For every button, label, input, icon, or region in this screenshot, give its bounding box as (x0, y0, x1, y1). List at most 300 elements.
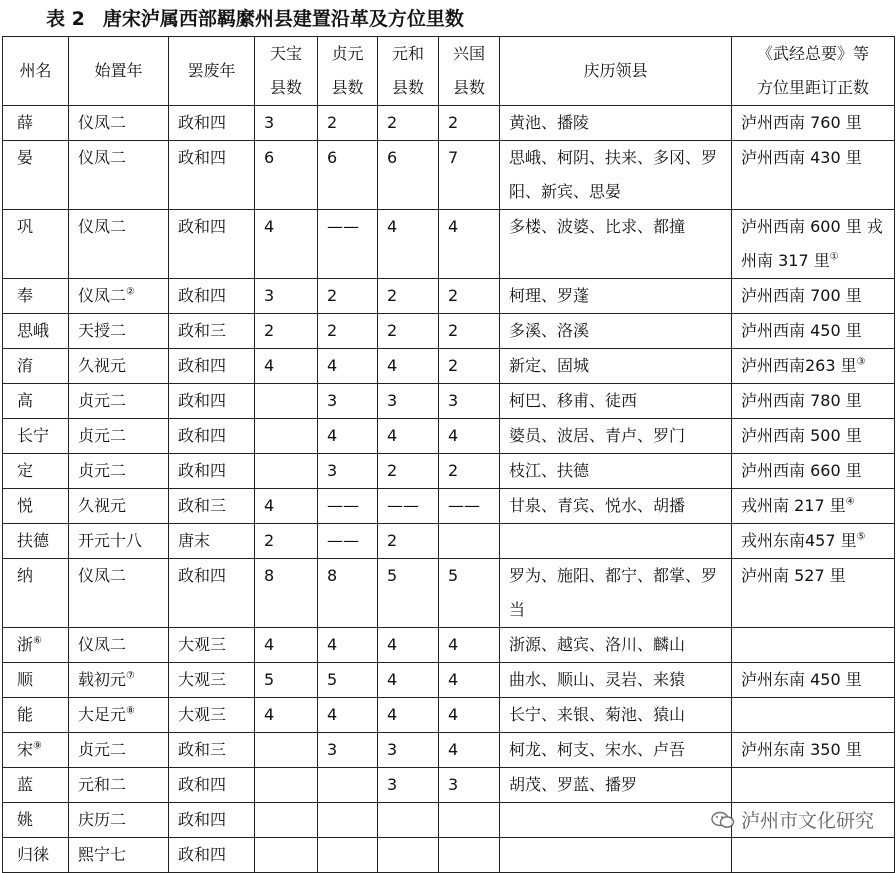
cell-text: 4 (448, 635, 459, 654)
cell-text: 多溪、洛溪 (509, 321, 590, 340)
cell-tianbao (255, 524, 318, 559)
cell-end-year (169, 349, 255, 384)
cell-zhou (3, 314, 69, 349)
cell-qingli-counties (500, 698, 732, 733)
cell-text: 4 (264, 496, 275, 515)
cell-text: 柯理、罗蓬 (509, 286, 590, 305)
cell-text: 4 (327, 426, 338, 445)
cell-tianbao (255, 663, 318, 698)
cell-distance (732, 106, 895, 141)
cell-yuanhe (378, 559, 439, 628)
cell-text: 政和四 (178, 810, 227, 829)
cell-text: 4 (387, 705, 398, 724)
cell-text: 巩 (17, 217, 34, 236)
cell-text: 多楼、波婆、比求、都撞 (509, 217, 686, 236)
cell-text: 泸州西南 600 里 戎州南 317 里 (741, 217, 883, 270)
cell-start-year (69, 559, 169, 628)
cell-start-year (69, 279, 169, 314)
cell-qingli-counties (500, 279, 732, 314)
table-row (3, 314, 895, 349)
cell-end-year (169, 698, 255, 733)
footnote-marker: ⑧ (126, 705, 135, 717)
cell-zhenyuan (318, 314, 378, 349)
table-body (3, 106, 895, 873)
cell-yuanhe (378, 106, 439, 141)
cell-text: 胡茂、罗蓝、播罗 (509, 775, 638, 794)
cell-xingguo (439, 454, 500, 489)
cell-text: 6 (327, 148, 338, 167)
table-row (3, 628, 895, 663)
table-row (3, 210, 895, 279)
cell-text: 4 (387, 635, 398, 654)
cell-end-year (169, 768, 255, 803)
cell-text: 政和四 (178, 566, 227, 585)
cell-start-year (69, 141, 169, 210)
cell-yuanhe (378, 803, 439, 838)
cell-end-year (169, 106, 255, 141)
cell-text: 4 (448, 705, 459, 724)
cell-start-year (69, 524, 169, 559)
cell-qingli-counties (500, 141, 732, 210)
cell-text: 3 (264, 286, 275, 305)
cell-text: 4 (387, 426, 398, 445)
cell-qingli-counties (500, 524, 732, 559)
cell-tianbao (255, 349, 318, 384)
cell-text: 大足元 (78, 705, 127, 724)
cell-text: 3 (327, 391, 338, 410)
cell-zhou (3, 210, 69, 279)
cell-tianbao (255, 210, 318, 279)
cell-qingli-counties (500, 489, 732, 524)
cell-text: 仪凤二 (78, 217, 127, 236)
cell-text: 3 (448, 391, 459, 410)
cell-text: 薛 (17, 113, 34, 132)
cell-start-year (69, 419, 169, 454)
footnote-marker: ⑥ (33, 635, 42, 647)
cell-end-year (169, 559, 255, 628)
cell-yuanhe (378, 141, 439, 210)
header-yuanhe-l2: 县数 (391, 78, 424, 97)
cell-start-year (69, 349, 169, 384)
cell-text: 政和四 (178, 286, 227, 305)
cell-start-year (69, 489, 169, 524)
cell-zhou (3, 489, 69, 524)
cell-zhenyuan (318, 454, 378, 489)
cell-text: 4 (387, 356, 398, 375)
cell-text: 4 (264, 705, 275, 724)
cell-text: 庆历二 (78, 810, 127, 829)
cell-zhou (3, 419, 69, 454)
cell-text: —— (327, 496, 359, 515)
header-qingli-counties: 庆历领县 (500, 37, 732, 106)
cell-text: 泸州东南 350 里 (741, 740, 862, 759)
cell-end-year (169, 838, 255, 873)
table-row (3, 733, 895, 768)
cell-text: 贞元二 (78, 740, 127, 759)
cell-zhenyuan (318, 663, 378, 698)
header-yuanhe-l1: 元和 (391, 44, 424, 63)
cell-start-year (69, 733, 169, 768)
cell-zhenyuan (318, 349, 378, 384)
cell-end-year (169, 454, 255, 489)
cell-text: 定 (17, 461, 34, 480)
table-row (3, 279, 895, 314)
cell-text: —— (327, 531, 359, 550)
cell-yuanhe (378, 349, 439, 384)
cell-end-year (169, 279, 255, 314)
cell-qingli-counties (500, 106, 732, 141)
header-xingguo-l2: 县数 (452, 78, 485, 97)
cell-zhenyuan (318, 524, 378, 559)
cell-text: —— (448, 496, 480, 515)
cell-zhou (3, 106, 69, 141)
cell-text: 4 (264, 356, 275, 375)
table-row (3, 768, 895, 803)
cell-distance (732, 559, 895, 628)
cell-tianbao (255, 314, 318, 349)
footnote-marker: ⑤ (856, 531, 866, 543)
cell-zhenyuan (318, 106, 378, 141)
cell-start-year (69, 384, 169, 419)
cell-start-year (69, 106, 169, 141)
table-row (3, 384, 895, 419)
cell-xingguo (439, 768, 500, 803)
cell-text: 黄池、播陵 (509, 113, 590, 132)
cell-tianbao (255, 384, 318, 419)
cell-xingguo (439, 106, 500, 141)
cell-text: 久视元 (78, 356, 127, 375)
header-yuanhe (378, 37, 439, 106)
cell-text: 政和三 (178, 496, 227, 515)
cell-yuanhe (378, 314, 439, 349)
cell-yuanhe (378, 384, 439, 419)
cell-tianbao (255, 698, 318, 733)
cell-start-year (69, 838, 169, 873)
cell-distance (732, 838, 895, 873)
cell-qingli-counties (500, 210, 732, 279)
cell-text: 贞元二 (78, 391, 127, 410)
cell-text: 长宁 (17, 426, 50, 445)
cell-text: 浙 (17, 635, 34, 654)
cell-text: 2 (448, 461, 459, 480)
header-distance (732, 37, 895, 106)
cell-distance (732, 419, 895, 454)
table-number: 表 2 (46, 8, 85, 30)
cell-end-year (169, 419, 255, 454)
cell-start-year (69, 768, 169, 803)
cell-yuanhe (378, 489, 439, 524)
cell-text: 2 (448, 356, 459, 375)
cell-yuanhe (378, 838, 439, 873)
cell-text: 载初元 (78, 670, 127, 689)
cell-zhenyuan (318, 838, 378, 873)
cell-zhou (3, 768, 69, 803)
cell-distance (732, 141, 895, 210)
cell-text: 8 (327, 566, 338, 585)
table-row (3, 106, 895, 141)
cell-text: 政和三 (178, 740, 227, 759)
footnote-marker: ② (126, 286, 135, 298)
table-title: 唐宋泸属西部羁縻州县建置沿革及方位里数 (102, 8, 464, 30)
cell-end-year (169, 733, 255, 768)
cell-text: 思峨、柯阴、扶来、多冈、罗阳、新宾、思晏 (509, 148, 718, 201)
cell-end-year (169, 803, 255, 838)
cell-end-year (169, 489, 255, 524)
cell-qingli-counties (500, 663, 732, 698)
cell-end-year (169, 524, 255, 559)
cell-text: 泸州西南 430 里 (741, 148, 862, 167)
cell-text: 长宁、来银、菊池、猿山 (509, 705, 686, 724)
cell-text: —— (327, 217, 359, 236)
cell-text: 3 (327, 461, 338, 480)
cell-text: 戎州南 217 里 (741, 496, 846, 515)
cell-text: 政和四 (178, 461, 227, 480)
cell-start-year (69, 314, 169, 349)
cell-text: 4 (327, 356, 338, 375)
header-zhou: 州名 (3, 37, 69, 106)
cell-qingli-counties (500, 349, 732, 384)
cell-distance (732, 524, 895, 559)
cell-yuanhe (378, 663, 439, 698)
cell-distance (732, 454, 895, 489)
cell-text: 3 (387, 391, 398, 410)
footnote-marker: ③ (856, 356, 866, 368)
cell-text: 奉 (17, 286, 34, 305)
cell-start-year (69, 663, 169, 698)
cell-text: 泸州西南 700 里 (741, 286, 862, 305)
cell-tianbao (255, 279, 318, 314)
cell-distance (732, 698, 895, 733)
cell-text: 3 (448, 775, 459, 794)
cell-text: 婆员、波居、青卢、罗门 (509, 426, 686, 445)
cell-text: 仪凤二 (78, 635, 127, 654)
header-distance-l1: 《武经总要》等 (756, 44, 869, 63)
table-caption (46, 5, 464, 33)
cell-xingguo (439, 141, 500, 210)
cell-text: 蓝 (17, 775, 34, 794)
cell-tianbao (255, 768, 318, 803)
cell-text: 枝江、扶德 (509, 461, 590, 480)
cell-zhou (3, 733, 69, 768)
cell-text: 4 (448, 426, 459, 445)
cell-distance (732, 768, 895, 803)
table-row (3, 141, 895, 210)
cell-zhenyuan (318, 803, 378, 838)
cell-zhenyuan (318, 489, 378, 524)
cell-text: 2 (387, 461, 398, 480)
header-tianbao (255, 37, 318, 106)
footnote-marker: ① (829, 251, 839, 263)
cell-text: 2 (387, 531, 398, 550)
cell-zhenyuan (318, 733, 378, 768)
cell-zhou (3, 663, 69, 698)
cell-distance (732, 279, 895, 314)
cell-xingguo (439, 349, 500, 384)
cell-xingguo (439, 838, 500, 873)
cell-xingguo (439, 733, 500, 768)
cell-xingguo (439, 524, 500, 559)
cell-zhou (3, 279, 69, 314)
cell-text: 8 (264, 566, 275, 585)
cell-xingguo (439, 628, 500, 663)
table-row (3, 559, 895, 628)
cell-text: 思峨 (17, 321, 50, 340)
cell-qingli-counties (500, 419, 732, 454)
cell-yuanhe (378, 524, 439, 559)
cell-yuanhe (378, 419, 439, 454)
cell-text: 4 (448, 740, 459, 759)
cell-zhenyuan (318, 419, 378, 454)
cell-xingguo (439, 559, 500, 628)
cell-qingli-counties (500, 838, 732, 873)
cell-zhou (3, 384, 69, 419)
cell-text: 淯 (17, 356, 34, 375)
cell-text: 大观三 (178, 705, 227, 724)
table-header (3, 37, 895, 106)
cell-text: 贞元二 (78, 461, 127, 480)
cell-qingli-counties (500, 454, 732, 489)
cell-text: 2 (387, 113, 398, 132)
cell-tianbao (255, 733, 318, 768)
cell-zhenyuan (318, 279, 378, 314)
cell-qingli-counties (500, 384, 732, 419)
cell-text: 2 (387, 321, 398, 340)
cell-yuanhe (378, 210, 439, 279)
table-row (3, 698, 895, 733)
cell-qingli-counties (500, 803, 732, 838)
cell-start-year (69, 210, 169, 279)
cell-distance (732, 628, 895, 663)
cell-tianbao (255, 559, 318, 628)
cell-text: 泸州西南 500 里 (741, 426, 862, 445)
cell-qingli-counties (500, 628, 732, 663)
cell-text: 4 (327, 705, 338, 724)
cell-end-year (169, 663, 255, 698)
cell-text: 宋 (17, 740, 34, 759)
cell-text: 柯龙、柯支、宋水、卢吾 (509, 740, 686, 759)
cell-xingguo (439, 663, 500, 698)
cell-yuanhe (378, 733, 439, 768)
cell-tianbao (255, 419, 318, 454)
cell-yuanhe (378, 768, 439, 803)
cell-zhenyuan (318, 698, 378, 733)
cell-xingguo (439, 384, 500, 419)
table-row (3, 349, 895, 384)
cell-text: 5 (387, 566, 398, 585)
cell-text: 泸州南 527 里 (741, 566, 846, 585)
cell-text: 4 (448, 217, 459, 236)
cell-text: 高 (17, 391, 34, 410)
table-row (3, 524, 895, 559)
cell-end-year (169, 210, 255, 279)
cell-text: 2 (448, 321, 459, 340)
cell-text: 4 (264, 217, 275, 236)
header-tianbao-l1: 天宝 (269, 44, 302, 63)
cell-distance (732, 733, 895, 768)
footnote-marker: ④ (845, 496, 855, 508)
cell-zhou (3, 559, 69, 628)
cell-tianbao (255, 628, 318, 663)
cell-text: 5 (327, 670, 338, 689)
cell-zhou (3, 838, 69, 873)
cell-text: 2 (448, 113, 459, 132)
cell-text: 政和四 (178, 845, 227, 864)
cell-text: 2 (327, 286, 338, 305)
cell-text: 新定、固城 (509, 356, 590, 375)
cell-yuanhe (378, 454, 439, 489)
header-end-year: 罢废年 (169, 37, 255, 106)
cell-text: 政和四 (178, 148, 227, 167)
cell-text: —— (387, 496, 419, 515)
cell-tianbao (255, 106, 318, 141)
cell-distance (732, 663, 895, 698)
cell-text: 浙源、越宾、洛川、麟山 (509, 635, 686, 654)
cell-text: 姚 (17, 810, 34, 829)
footnote-marker: ⑨ (33, 740, 42, 752)
cell-text: 3 (387, 775, 398, 794)
cell-text: 甘泉、青宾、悦水、胡播 (509, 496, 686, 515)
header-distance-l2: 方位里距订正数 (756, 78, 869, 97)
table-row (3, 454, 895, 489)
cell-text: 2 (448, 286, 459, 305)
cell-zhou (3, 628, 69, 663)
cell-text: 3 (387, 740, 398, 759)
watermark (711, 806, 874, 833)
cell-zhou (3, 454, 69, 489)
cell-text: 大观三 (178, 670, 227, 689)
cell-yuanhe (378, 698, 439, 733)
cell-text: 政和四 (178, 113, 227, 132)
cell-text: 柯巴、移甫、徒西 (509, 391, 638, 410)
cell-text: 久视元 (78, 496, 127, 515)
cell-xingguo (439, 489, 500, 524)
cell-zhenyuan (318, 559, 378, 628)
cell-yuanhe (378, 628, 439, 663)
header-start-year: 始置年 (69, 37, 169, 106)
cell-xingguo (439, 314, 500, 349)
cell-text: 泸州西南263 里 (741, 356, 857, 375)
cell-tianbao (255, 803, 318, 838)
cell-end-year (169, 384, 255, 419)
cell-text: 仪凤二 (78, 113, 127, 132)
cell-text: 6 (264, 148, 275, 167)
cell-text: 4 (327, 635, 338, 654)
cell-text: 政和四 (178, 426, 227, 445)
cell-text: 悦 (17, 496, 34, 515)
cell-distance (732, 489, 895, 524)
cell-text: 罗为、施阳、都宁、都掌、罗当 (509, 566, 718, 619)
header-tianbao-l2: 县数 (269, 78, 302, 97)
cell-distance (732, 314, 895, 349)
cell-text: 政和三 (178, 321, 227, 340)
header-xingguo-l1: 兴国 (452, 44, 485, 63)
cell-text: 2 (387, 286, 398, 305)
watermark-text: 泸州市文化研究 (740, 810, 874, 832)
header-zhenyuan-l1: 贞元 (331, 44, 364, 63)
cell-qingli-counties (500, 559, 732, 628)
cell-text: 4 (387, 217, 398, 236)
cell-qingli-counties (500, 733, 732, 768)
cell-text: 泸州西南 760 里 (741, 113, 862, 132)
cell-text: 政和四 (178, 775, 227, 794)
cell-xingguo (439, 210, 500, 279)
cell-text: 3 (327, 740, 338, 759)
cell-text: 5 (448, 566, 459, 585)
cell-yuanhe (378, 279, 439, 314)
cell-text: 3 (264, 113, 275, 132)
cell-zhenyuan (318, 210, 378, 279)
cell-text: 4 (387, 670, 398, 689)
